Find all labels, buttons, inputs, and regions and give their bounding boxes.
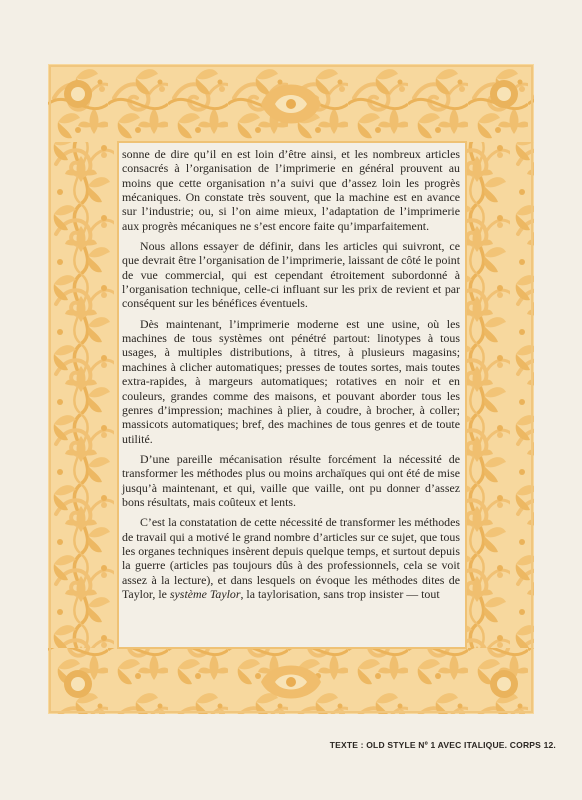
italic-term: système Taylor bbox=[169, 586, 241, 601]
paragraph-5-text: C’est la constatation de cette nécessité de transformer les méthodes de travail qui a motivé le grand nombre d’articles sur ce sujet, que tous les organes techniques insèrent depuis quelque temps, et surtout depuis la guerre (articles pas toujours dûs à des professionnels, cela se voit assez à la lecture), et dans lesquels on évoque les méthodes dites de Taylor, le bbox=[122, 515, 460, 601]
paragraph-5 bbox=[122, 515, 460, 601]
body-text bbox=[122, 147, 460, 607]
paragraph-2: Nous allons essayer de définir, dans les articles qui suivront, ce que devrait être l’organisation de l’imprimerie, laissant de côté le point de vue commercial, qui est cependant étroitement subordonné à l’organisation technique, celle-ci influant sur les prix de revient et par conséquent sur les bénéfices éventuels. bbox=[122, 239, 460, 311]
paragraph-1: sonne de dire qu’il en est loin d’être ainsi, et les nombreux articles consacrés à l’organisation de l’imprimerie en général prouvent au moins que cette organisation n’a suivi que d’assez loin les progrès mécaniques. On constate très souvent, que la machine est en avance sur l’industrie; ou, si l’on aime mieux, l’adaptation de l’imprimerie aux progrès mécaniques ne s’est encore faite qu’imparfaitement. bbox=[122, 147, 460, 233]
paragraph-3: Dès maintenant, l’imprimerie moderne est une usine, où les machines de tous systèmes ont pénétré partout: linotypes à tous usages, à multiples distributions, à titres, à plusieurs magasins; machines à clicher automatiques; presses de toutes sortes, mais toutes extra-rapides, à margeurs automatiques; rotatives en noir et en couleurs, grandes comme des maisons, et pouvant aborder tous les genres d’impression; machines à plier, à coudre, à brocher, à coller; massicots automatiques; bref, des machines de tous genres et de toute utilité. bbox=[122, 316, 460, 446]
paragraph-5-end: , la taylorisation, sans trop insister — tout bbox=[240, 586, 440, 601]
paragraph-4: D’une pareille mécanisation résulte forcément la nécessité de transformer les méthodes plus ou moins archaïques qui ont été de mise jusqu’à maintenant, et qui, vaille que vaille, ont pu donner d’assez bons résultats, mais coûteux et lents. bbox=[122, 451, 460, 509]
typeface-caption: TEXTE : OLD STYLE Nº 1 AVEC ITALIQUE. CORPS 12. bbox=[329, 740, 556, 750]
